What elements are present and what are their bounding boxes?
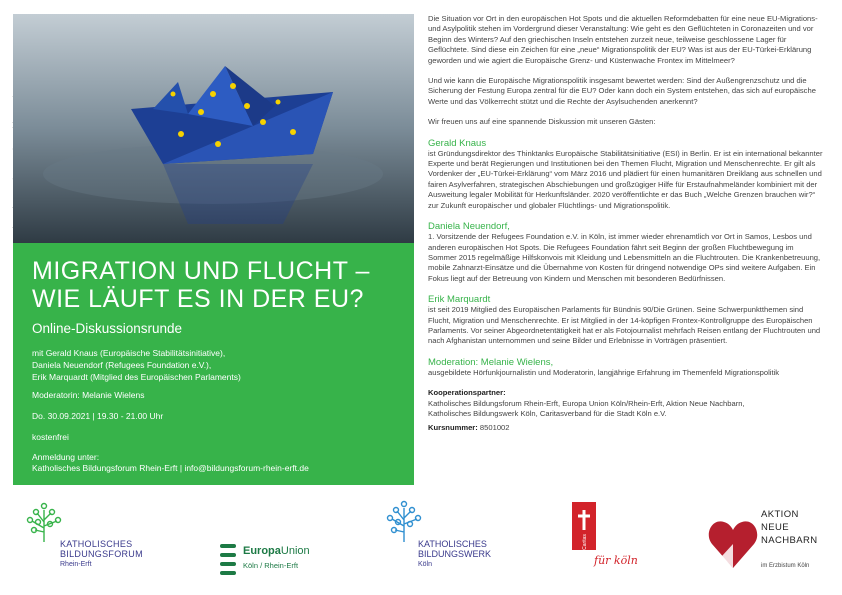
speaker-bio: 1. Vorsitzende der Refugees Foundation e.V. in Köln, ist immer wieder ehrenamtlich vor Ort in Samos, Lesbos und anderen europäischen Hot Spots. Die Refugees Foundation fährt seit Beginn der großen Fluchtbewegung im Sommer 2015 regelmäßige Hilfskonvois mit Kleidung und Lebensmitteln an die Fluchtrouten. Die Krankenbetreuung, mobile Zahnarzt-Einsätze und die Übernahme von Kosten für dringend notwendige OPs sind weitere Aufgaben. Ein Fokus liegt auf der Betreuung von Kindern und Menschen mit besonderen Bedürfnissen. [428,232,821,283]
event-info-box [13,243,414,485]
speaker-bio: ausgebildete Hörfunkjournalistin und Moderatorin, langjährige Erfahrung im Themenfeld Migrationspolitik [428,367,780,377]
event-subtitle: Online-Diskussionsrunde [32,321,183,336]
speaker-name: Moderation: Melanie Wielens, [428,356,554,368]
course-number-line: Kursnummer: 8501002 [428,423,510,433]
event-fee: kostenfrei [32,432,69,442]
event-datetime: Do. 30.09.2021 | 19.30 - 21.00 Uhr [32,411,164,421]
kbf-logo: KATHOLISCHES BILDUNGSFORUM Rhein-Erft [22,502,202,582]
heart-icon [708,514,758,570]
speaker-bio: ist seit 2019 Mitglied des Europäischen Parlaments für Bündnis 90/Die Grünen. Seine Schwerpunktthemen sind Flucht, Migration und Menschenrechte. Er ist Mitglied in der 14-köpfigen Frontex-Kontrollgruppe des Europäischen Parlaments. Vor seiner Abgeordnetentätigkeit hat er als Fotojournalist mehrfach Reisen entlang der Fluchtrouten und nach Afghanistan unternommen und seine Bilder und Erlebnisse in Vorträgen präsentiert. [428,305,821,346]
hero-photo [13,14,414,243]
event-title: MIGRATION UND FLUCHT – WIE LÄUFT ES IN DER EU? [32,257,370,313]
cooperation-heading: Kooperationspartner: [428,388,506,398]
aktion-neue-nachbarn-logo: AKTION NEUE NACHBARN im Erzbistum Köln [708,510,828,580]
speaker-name: Erik Marquardt [428,294,491,306]
guest-list: mit Gerald Knaus (Europäische Stabilitätsinitiative), Daniela Neuendorf (Refugees Foundation e.V.), Erik Marquardt (Mitglied des Europäischen Parlaments) [32,348,241,382]
cooperation-block: Kooperationspartner: Katholisches Bildungsforum Rhein-Erft, Europa Union Köln/Rhein-Erft, Aktion Neue Nachbarn, Katholisches Bildungswerk Köln, Caritasverband für die Stadt Köln e.V. Kursnummer: 8501002 [428,388,824,434]
tree-icon [384,500,424,542]
photo-credit [4,60,12,230]
kbw-logo: KATHOLISCHES BILDUNGSWERK Köln [382,500,512,580]
speaker-name: Daniela Neuendorf, [428,221,510,233]
intro-paragraph-1: Die Situation vor Ort in den europäischen Hot Spots und die aktuellen Reformdebatten für eine neue EU-Migrations- und Asylpolitik stehen im Vordergrund dieser Veranstaltung: Wie geht es den Geflüchteten in Coronazeiten und vor Beginn des Winters? Auf den griechischen Inseln entstehen zurzeit neue, teilweise geschlossene Lager für Geflüchtete. Sind diese ein Zeichen für eine „neue“ Migrationspolitik der EU? Was ist aus der EU-Türkei-Erklärung geworden und wie agiert die Europäische Grenz- und Küstenwache Frontex im Mittelmeer? [428,14,818,65]
tree-icon [24,502,64,542]
moderator-line: Moderatorin: Melanie Wielens [32,390,145,400]
description-column [428,14,824,434]
registration-contact-link[interactable]: Katholisches Bildungsforum Rhein-Erft | info@bildungsforum-rhein-erft.de [32,463,309,473]
speaker-name: Gerald Knaus [428,137,487,149]
europa-union-mark-icon [218,542,240,576]
speaker-bio: ist Gründungsdirektor des Thinktanks Europäische Stabilitätsinitiative (ESI) in Berlin. Er ist ein international bekannter Experte und berät Regierungen und Institutionen bei den Themen Flucht, Migration und Menschenrechte. Er gilt als Vordenker der „EU-Türkei-Erklärung“ vom März 2016 und plädiert für einen humanitären Dreiklang aus schnellen und fairen Asylverfahren, strategischen Abschiebungen und großzügiger Hilfe für Erstaufnahmeländer kombiniert mit der Ausweitung legaler Mobilität für Herkunftsländer. 2020 veröffentlichte er das Buch „Welche Grenzen brauchen wir?“ zur Zukunft europäischer und globaler Flüchtlings- und Migrationspolitik. [428,148,823,210]
intro-paragraph-3: Wir freuen uns auf eine spannende Diskussion mit unseren Gästen: [428,117,656,127]
intro-paragraph-2: Und wie kann die Europäische Migrationspolitik insgesamt bewertet werden: Sind der Außengrenzschutz und die Sicherung der Festung Europa zentral für die EU? Oder kann doch ein System entstehen, das sich auf europäische Werte und das Völkerrecht stützt und die Rechte der Asylsuchenden anerkennt? [428,76,816,106]
svg-text:Caritas: Caritas [582,534,588,550]
caritas-cross-icon [572,502,596,550]
caritas-logo: Caritas für köln [572,502,642,576]
registration-info: Anmeldung unter: Katholisches Bildungsforum Rhein-Erft | info@bildungsforum-rhein-erft.de [32,452,309,473]
paper-boat-illustration [13,14,414,243]
europa-union-logo: EuropaUnion Köln / Rhein-Erft [218,540,348,576]
